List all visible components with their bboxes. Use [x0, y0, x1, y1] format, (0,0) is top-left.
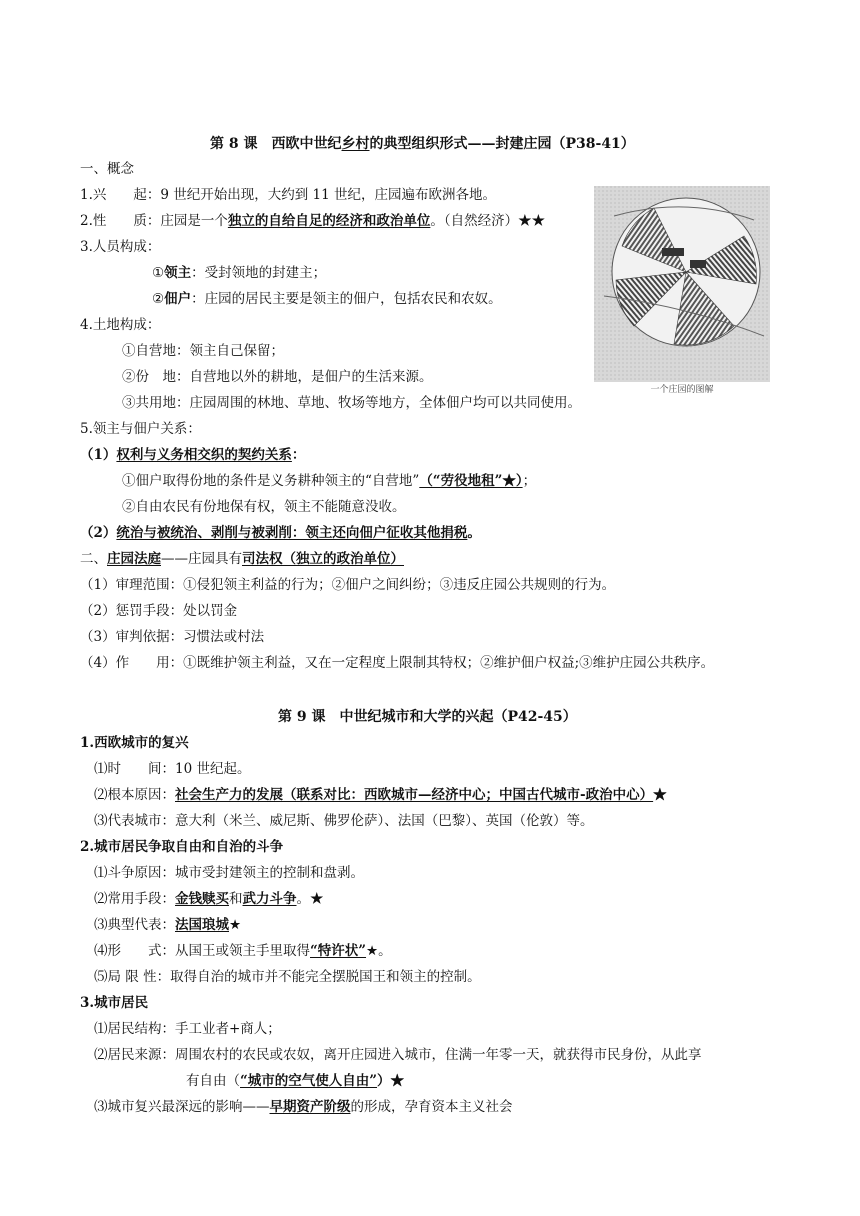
struggle-heading: 2.城市居民争取自由和自治的斗争	[80, 839, 284, 855]
lesson-9-title: 第 9 课 中世纪城市和大学的兴起（P42-45）	[278, 709, 577, 725]
trial-scope-text: （1）审理范围：①侵犯领主利益的行为；②佃户之间纠纷；③违反庄园公共规则的行为。	[80, 577, 616, 593]
figure-caption: 一个庄园的图解	[650, 385, 714, 395]
resident-source-continued: 有自由（“城市的空气使人自由”）★	[186, 1073, 405, 1089]
resident-source-text: ⑵居民来源：周围农村的农民或农奴，离开庄园进入城市，住满一年零一天，就获得市民身份，从此享	[94, 1047, 702, 1063]
time-text: ⑴时 间：10 世纪起。	[94, 761, 251, 777]
manor-diagram-image	[594, 186, 770, 382]
personnel-heading: 3.人员构成：	[80, 239, 161, 255]
relation-heading: 5.领主与佃户关系：	[80, 421, 201, 437]
allotment-text: ②份 地：自营地以外的耕地，是佃户的生活来源。	[122, 369, 433, 385]
section-concept-heading: 一、概念	[80, 161, 134, 177]
form-text: ⑷形 式：从国王或领主手里取得“特许状”★。	[94, 943, 392, 959]
deepest-impact-text: ⑶城市复兴最深远的影响——早期资产阶级的形成，孕育资本主义社会	[94, 1099, 513, 1115]
nature-text: 2.性 质：庄园是一个独立的自给自足的经济和政治单位。（自然经济）★★	[80, 213, 546, 229]
function-text: （4）作 用：①既维护领主利益，又在一定程度上限制其特权；②维护佃户权益;③维护庄园公共秩序。	[80, 655, 715, 671]
resident-structure-text: ⑴居民结构：手工业者+商人；	[94, 1021, 281, 1037]
common-land-text: ③共用地：庄园周围的林地、草地、牧场等地方，全体佃户均可以共同使用。	[122, 395, 581, 411]
typical-example-text: ⑶典型代表：法国琅城★	[94, 917, 242, 933]
representative-cities-text: ⑶代表城市：意大利（米兰、威尼斯、佛罗伦萨）、法国（巴黎）、英国（伦敦）等。	[94, 813, 594, 829]
lesson-8-title: 第 8 课 西欧中世纪乡村的典型组织形式——封建庄园（P38-41）	[210, 136, 635, 152]
contract-relation-text: （1）权利与义务相交织的契约关系：	[80, 447, 306, 463]
lord-text: ①领主：受封领地的封建主；	[152, 265, 327, 281]
city-residents-heading: 3.城市居民	[80, 995, 149, 1011]
manor-diagram-figure	[594, 186, 770, 398]
exploitation-text: （2）统治与被统治、剥削与被剥削：领主还向佃户征收其他捐税。	[80, 525, 481, 541]
common-means-text: ⑵常用手段：金钱赎买和武力斗争。★	[94, 891, 324, 907]
manor-court-heading: 二、庄园法庭——庄园具有司法权（独立的政治单位）	[80, 551, 404, 567]
basis-text: （3）审判依据：习惯法或村法	[80, 629, 265, 645]
punishment-text: （2）惩罚手段：处以罚金	[80, 603, 238, 619]
city-revival-heading: 1.西欧城市的复兴	[80, 735, 189, 751]
labor-rent-text: ①佃户取得份地的条件是义务耕种领主的“自营地”（“劳役地租”★）；	[122, 473, 537, 489]
demesne-text: ①自营地：领主自己保留；	[122, 343, 284, 359]
land-heading: 4.土地构成：	[80, 317, 161, 333]
limitation-text: ⑸局 限 性：取得自治的城市并不能完全摆脱国王和领主的控制。	[94, 969, 481, 985]
struggle-cause-text: ⑴斗争原因：城市受封建领主的控制和盘剥。	[94, 865, 364, 881]
free-farmer-text: ②自由农民有份地保有权，领主不能随意没收。	[122, 499, 406, 515]
rise-text: 1.兴 起：9 世纪开始出现，大约到 11 世纪，庄园遍布欧洲各地。	[80, 187, 497, 203]
tenant-text: ②佃户：庄园的居民主要是领主的佃户，包括农民和农奴。	[152, 291, 502, 307]
root-cause-text: ⑵根本原因：社会生产力的发展（联系对比：西欧城市—经济中心；中国古代城市-政治中心）★	[94, 787, 667, 803]
